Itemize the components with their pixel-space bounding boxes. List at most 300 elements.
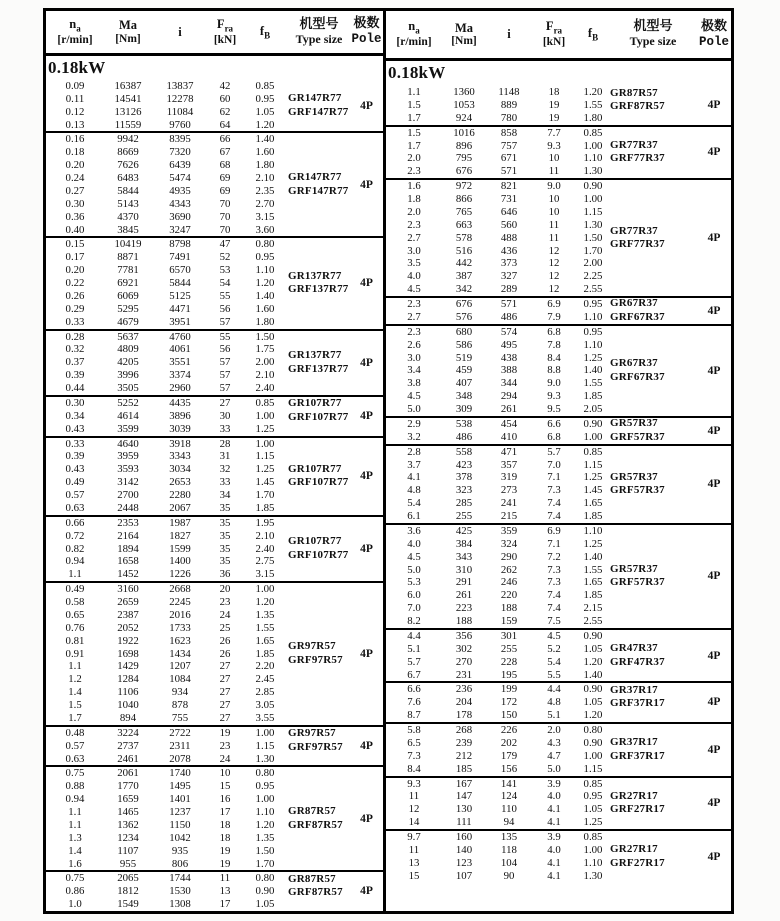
pole-cell (696, 446, 732, 523)
value-cell: 935 (171, 844, 189, 857)
type-size-label: GR87R57 (288, 872, 336, 885)
col-header-pole: 极数 Pole (698, 18, 729, 49)
value-cell: 3896 (169, 409, 191, 422)
value-cell: 268 (455, 724, 473, 736)
value-cell: 35 (219, 501, 231, 514)
value-cell: 1.20 (255, 277, 275, 289)
value-cell: 2065 (117, 872, 139, 885)
type-size-label: GR77R37 (610, 138, 658, 151)
value-cell: 135 (500, 831, 518, 843)
col-header-pole: 极数 Pole (351, 16, 382, 47)
value-cell: 27 (219, 699, 231, 711)
value-cell: 0.20 (65, 159, 85, 172)
value-cell: 241 (500, 497, 518, 510)
value-cell: 1.25 (583, 537, 603, 550)
value-cell: 538 (455, 417, 473, 430)
value-cell: 2.25 (583, 270, 603, 283)
type-size-label: GRF37R17 (610, 697, 665, 710)
value-cell: 28 (219, 437, 231, 450)
spec-block (46, 395, 383, 436)
pole-cell (350, 872, 383, 911)
value-cell: 1400 (169, 555, 191, 568)
value-cell: 289 (500, 283, 518, 296)
pole-cell (350, 517, 383, 581)
type-size-cell (610, 778, 696, 830)
value-cell: 1698 (117, 647, 139, 660)
pole-label: 4P (707, 743, 721, 756)
type-size-label: GRF87R57 (288, 818, 343, 831)
value-cell: 12 (548, 257, 560, 270)
value-cell: 384 (455, 537, 473, 550)
type-size-cell (610, 127, 696, 179)
value-cell: 4.0 (407, 270, 421, 283)
pole-cell (350, 331, 383, 395)
value-cell: 1.10 (583, 152, 603, 165)
value-cell: 2722 (169, 726, 191, 739)
value-cell: 7781 (117, 264, 139, 277)
value-cell: 7.4 (547, 497, 561, 510)
value-cell: 1530 (169, 885, 191, 898)
col-header-speed: $n_a$ [r/min] (396, 19, 432, 49)
value-cell: 47 (219, 238, 231, 251)
pole-cell (696, 418, 732, 444)
col-header-service-factor: $f_B$ (259, 23, 271, 41)
value-cell: 1599 (169, 542, 191, 555)
pole-label: 4P (360, 542, 373, 555)
value-cell: 16387 (114, 79, 142, 92)
value-cell: 5.0 (407, 563, 421, 576)
type-size-cell (610, 724, 696, 776)
value-cell: 10419 (114, 238, 142, 251)
value-cell: 359 (500, 524, 518, 537)
type-size-cell (288, 133, 350, 236)
value-cell: 5.4 (407, 497, 421, 510)
value-cell: 1.00 (583, 193, 603, 205)
value-cell: 32 (219, 463, 231, 476)
value-cell: 2.0 (547, 724, 561, 736)
value-cell: 1.5 (68, 699, 82, 711)
value-cell: 156 (500, 762, 518, 775)
type-size-cell (288, 517, 350, 581)
value-cell: 1.10 (255, 806, 275, 818)
value-cell: 896 (455, 139, 473, 152)
value-cell: 1.20 (255, 118, 275, 131)
value-cell: 4640 (117, 437, 139, 450)
value-cell: 7.1 (547, 471, 561, 484)
value-cell: 425 (455, 524, 473, 537)
value-cell: 4.5 (407, 390, 421, 403)
spec-block (46, 765, 383, 870)
value-cell: 388 (500, 364, 518, 377)
value-cell: 19 (219, 844, 231, 857)
value-cell: 1812 (117, 885, 139, 898)
value-cell: 33 (219, 422, 231, 435)
value-cell: 1.00 (583, 749, 603, 762)
value-cell: 1.20 (255, 596, 275, 608)
value-cell: 3690 (169, 210, 191, 223)
value-cell: 5143 (117, 197, 139, 210)
value-cell: 1495 (169, 780, 191, 793)
value-cell: 204 (455, 696, 473, 709)
value-cell: 5.5 (547, 668, 561, 681)
type-size-label: GR107R77 (288, 397, 342, 410)
value-cell: 141 (500, 777, 518, 790)
value-cell: 1770 (117, 780, 139, 793)
pole-cell (350, 238, 383, 328)
value-cell: 255 (455, 510, 473, 522)
value-cell: 6483 (117, 172, 139, 184)
value-cell: 13837 (166, 79, 194, 92)
value-cell: 0.09 (65, 79, 85, 92)
value-cell: 578 (455, 231, 473, 244)
value-cell: 4.4 (407, 629, 421, 642)
value-cell: 894 (119, 711, 137, 724)
pole-cell (696, 326, 732, 416)
col-header-ratio: i (178, 24, 182, 39)
value-cell: 11559 (114, 118, 142, 131)
value-cell: 1894 (117, 542, 139, 555)
type-size-label: GR147R77 (288, 92, 342, 105)
value-cell: 0.20 (65, 264, 85, 277)
pole-cell (350, 727, 383, 766)
type-size-label: GR137R77 (288, 269, 342, 282)
value-cell: 1.15 (255, 739, 275, 752)
value-cell: 1.80 (255, 159, 275, 172)
value-cell: 68 (219, 159, 231, 172)
value-cell: 5.2 (547, 642, 561, 655)
value-cell: 6.8 (547, 325, 561, 338)
value-cell: 2659 (117, 596, 139, 608)
value-cell: 2387 (117, 608, 139, 621)
value-cell: 1.1 (407, 86, 421, 98)
value-cell: 3.0 (407, 244, 421, 257)
value-cell: 1.85 (583, 589, 603, 602)
value-cell: 2.6 (407, 338, 421, 351)
value-cell: 2.20 (255, 660, 275, 673)
value-cell: 1434 (169, 647, 191, 660)
type-size-cell (610, 326, 696, 416)
value-cell: 5.8 (407, 724, 421, 736)
value-cell: 4370 (117, 210, 139, 223)
value-cell: 3.05 (255, 699, 275, 711)
value-cell: 212 (455, 749, 473, 762)
value-cell: 2.10 (255, 529, 275, 542)
value-cell: 7.4 (547, 589, 561, 602)
value-cell: 1733 (169, 621, 191, 634)
value-cell: 7.1 (547, 537, 561, 550)
value-cell: 270 (455, 655, 473, 668)
value-cell: 1.80 (583, 111, 603, 124)
type-size-cell (610, 525, 696, 628)
spec-block (46, 870, 383, 911)
value-cell: 202 (500, 736, 518, 749)
value-cell: 3918 (169, 437, 191, 450)
value-cell: 765 (455, 205, 473, 218)
value-cell: 110 (501, 803, 517, 816)
type-size-label: GR67R37 (610, 297, 658, 310)
value-cell: 0.13 (65, 118, 85, 131)
value-cell: 1.80 (255, 315, 275, 328)
value-cell: 1.70 (583, 244, 603, 257)
value-cell: 15 (408, 869, 420, 882)
value-cell: 226 (500, 724, 518, 736)
value-cell: 327 (500, 270, 518, 283)
value-cell: 0.30 (65, 197, 85, 210)
value-cell: 4.8 (547, 696, 561, 709)
value-cell: 27 (219, 673, 231, 686)
value-cell: 1.8 (407, 193, 421, 205)
value-cell: 0.88 (65, 780, 85, 793)
value-cell: 178 (455, 709, 473, 722)
value-cell: 1987 (169, 516, 191, 529)
value-cell: 5844 (117, 184, 139, 197)
value-cell: 0.90 (583, 417, 603, 430)
value-cell: 1.45 (583, 484, 603, 497)
value-cell: 795 (455, 152, 473, 165)
value-cell: 17 (219, 898, 231, 911)
value-cell: 4205 (117, 356, 139, 369)
value-cell: 7.7 (547, 126, 561, 139)
value-cell: 1.40 (255, 289, 275, 302)
pole-label: 4P (707, 304, 721, 317)
type-size-label: GRF27R17 (610, 803, 665, 816)
value-cell: 3959 (117, 450, 139, 463)
value-cell: 4.1 (547, 869, 561, 882)
value-cell: 104 (500, 856, 518, 869)
value-cell: 2.40 (255, 542, 275, 555)
value-cell: 878 (171, 699, 189, 711)
value-cell: 0.24 (65, 172, 85, 184)
value-cell: 3996 (117, 369, 139, 382)
type-size-label: GRF107R77 (288, 548, 349, 561)
value-cell: 69 (219, 172, 231, 184)
type-size-label: GRF57R37 (610, 430, 665, 443)
value-cell: 2737 (117, 739, 139, 752)
value-cell: 0.26 (65, 289, 85, 302)
value-cell: 3160 (117, 583, 139, 596)
value-cell: 757 (500, 139, 518, 152)
col-header-type-size: 机型号 Type size (629, 19, 677, 49)
value-cell: 0.48 (65, 726, 85, 739)
value-cell: 0.57 (65, 739, 85, 752)
value-cell: 67 (219, 146, 231, 159)
pole-cell (350, 397, 383, 436)
value-cell: 1.25 (255, 463, 275, 476)
value-cell: 223 (455, 602, 473, 615)
value-cell: 821 (500, 180, 518, 193)
value-cell: 0.28 (65, 330, 85, 343)
value-cell: 324 (500, 537, 518, 550)
value-cell: 2.8 (407, 445, 421, 458)
value-cell: 0.66 (65, 516, 85, 529)
value-cell: 27 (219, 711, 231, 724)
value-cell: 12 (548, 244, 560, 257)
value-cell: 8395 (169, 133, 191, 146)
value-cell: 90 (503, 869, 515, 882)
value-cell: 111 (456, 816, 472, 829)
value-cell: 0.85 (583, 445, 603, 458)
value-cell: 495 (500, 338, 518, 351)
value-cell: 0.85 (255, 79, 275, 92)
value-cell: 0.63 (65, 501, 85, 514)
value-cell: 54 (219, 277, 231, 289)
value-cell: 1.75 (255, 343, 275, 356)
value-cell: 1.40 (583, 668, 603, 681)
value-cell: 0.85 (255, 396, 275, 409)
type-size-label: GR147R77 (288, 171, 342, 184)
value-cell: 3374 (169, 369, 191, 382)
value-cell: 291 (455, 576, 473, 589)
value-cell: 2.55 (583, 283, 603, 296)
pole-cell (350, 80, 383, 132)
value-cell: 7.9 (547, 310, 561, 323)
type-size-label: GRF137R77 (288, 283, 349, 296)
value-cell: 356 (455, 629, 473, 642)
value-cell: 27 (219, 660, 231, 673)
type-size-label: GRF97R57 (288, 653, 343, 666)
value-cell: 7626 (117, 159, 139, 172)
power-section-title: 0.18kW (48, 57, 106, 77)
value-cell: 273 (500, 484, 518, 497)
value-cell: 1.00 (255, 793, 275, 806)
value-cell: 62 (219, 105, 231, 118)
value-cell: 3.8 (407, 377, 421, 390)
value-cell: 5637 (117, 330, 139, 343)
value-cell: 3.2 (407, 430, 421, 443)
value-cell: 10 (548, 205, 560, 218)
value-cell: 1234 (117, 831, 139, 844)
value-cell: 436 (500, 244, 518, 257)
value-cell: 5.1 (547, 709, 561, 722)
spec-block (386, 324, 732, 416)
value-cell: 0.90 (583, 736, 603, 749)
value-cell: 1.70 (255, 489, 275, 501)
value-cell: 6.0 (407, 589, 421, 602)
value-cell: 1740 (169, 767, 191, 780)
value-cell: 586 (455, 338, 473, 351)
type-size-label: GR27R17 (610, 843, 658, 856)
value-cell: 130 (455, 803, 473, 816)
value-cell: 1.00 (255, 583, 275, 596)
value-cell: 1.1 (68, 806, 82, 818)
value-cell: 0.80 (583, 724, 603, 736)
value-cell: 0.95 (583, 325, 603, 338)
value-cell: 1.65 (255, 634, 275, 647)
type-size-label: GRF67R37 (610, 310, 665, 323)
value-cell: 0.90 (583, 683, 603, 696)
value-cell: 5.3 (407, 576, 421, 589)
value-cell: 0.15 (65, 238, 85, 251)
value-cell: 1.1 (68, 818, 82, 831)
column-header-right (386, 11, 732, 61)
value-cell: 19 (219, 857, 231, 870)
value-cell: 17 (219, 806, 231, 818)
value-cell: 2.85 (255, 686, 275, 699)
value-cell: 1.40 (583, 550, 603, 563)
value-cell: 5252 (117, 396, 139, 409)
value-cell: 676 (455, 165, 473, 178)
value-cell: 806 (171, 857, 189, 870)
value-cell: 70 (219, 197, 231, 210)
value-cell: 4.0 (407, 537, 421, 550)
value-cell: 261 (455, 589, 473, 602)
type-size-label: GR47R37 (610, 642, 658, 655)
type-size-cell (610, 683, 696, 722)
type-size-label: GR137R77 (288, 349, 342, 362)
pole-label: 4P (707, 99, 721, 111)
type-size-label: GRF57R37 (610, 484, 665, 497)
type-size-cell (288, 872, 350, 911)
pole-cell (350, 438, 383, 515)
value-cell: 519 (455, 351, 473, 364)
value-cell: 35 (219, 516, 231, 529)
value-cell: 2.40 (255, 382, 275, 394)
col-header-ratio: i (507, 27, 511, 42)
value-cell: 18 (219, 831, 231, 844)
value-cell: 159 (500, 615, 518, 627)
pole-label: 4P (707, 696, 721, 709)
value-cell: 6570 (169, 264, 191, 277)
value-cell: 0.95 (255, 780, 275, 793)
value-cell: 11 (548, 165, 560, 178)
pole-cell (696, 683, 732, 722)
value-cell: 1.4 (68, 686, 82, 699)
value-cell: 2016 (169, 608, 191, 621)
value-cell: 302 (455, 642, 473, 655)
value-cell: 6.5 (407, 736, 421, 749)
value-cell: 56 (219, 343, 231, 356)
value-cell: 5.7 (547, 445, 561, 458)
value-cell: 246 (500, 576, 518, 589)
value-cell: 1.00 (255, 409, 275, 422)
value-cell: 373 (500, 257, 518, 270)
value-cell: 4614 (117, 409, 139, 422)
value-cell: 3.4 (407, 364, 421, 377)
spec-block (46, 515, 383, 581)
value-cell: 94 (503, 816, 515, 829)
value-cell: 0.63 (65, 752, 85, 765)
value-cell: 3142 (117, 476, 139, 489)
value-cell: 2280 (169, 489, 191, 501)
value-cell: 228 (500, 655, 518, 668)
value-cell: 1.00 (255, 437, 275, 450)
value-cell: 1.30 (583, 218, 603, 231)
value-cell: 858 (500, 126, 518, 139)
value-cell: 310 (455, 563, 473, 576)
value-cell: 0.76 (65, 621, 85, 634)
value-cell: 1401 (169, 793, 191, 806)
value-cell: 5125 (169, 289, 191, 302)
value-cell: 57 (219, 382, 231, 394)
value-cell: 220 (500, 589, 518, 602)
value-cell: 57 (219, 315, 231, 328)
value-cell: 2668 (169, 583, 191, 596)
value-cell: 6069 (117, 289, 139, 302)
value-cell: 344 (500, 377, 518, 390)
value-cell: 52 (219, 251, 231, 264)
spec-block (386, 178, 732, 296)
pole-label: 4P (707, 478, 721, 491)
value-cell: 2.3 (407, 325, 421, 338)
pole-label: 4P (360, 99, 373, 112)
spec-block (46, 725, 383, 766)
value-cell: 2.10 (255, 172, 275, 184)
value-cell: 1.00 (583, 139, 603, 152)
type-size-cell (610, 831, 696, 883)
value-cell: 3.7 (407, 458, 421, 471)
col-header-torque: Ma [Nm] (451, 20, 477, 48)
value-cell: 0.80 (255, 767, 275, 780)
